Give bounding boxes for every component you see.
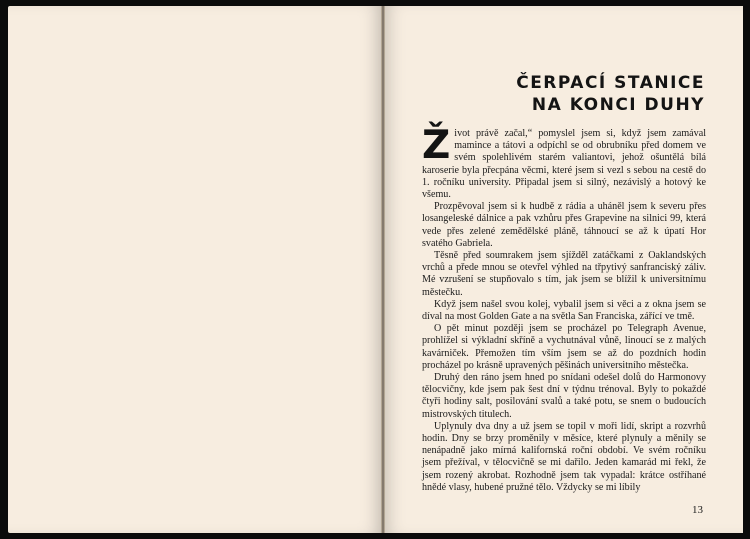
paragraph-5: O pět minut později jsem se procházel po Telegraph Avenue, prohlížel si výkladní skříně a vychutnával vůně, linoucí se z malých kavárniček. Přemožen tím vším jsem se až do pozdních hodin procházel po krásně upravených pěšinách universitního městečka. bbox=[422, 323, 706, 371]
chapter-title-line-1: ČERPACÍ STANICE bbox=[516, 73, 705, 93]
paragraph-4: Když jsem našel svou kolej, vybalil jsem si věci a z okna jsem se díval na most Golden Gate a na světla San Franciska, zářící ve tmě. bbox=[422, 298, 706, 323]
right-page bbox=[385, 6, 743, 533]
chapter-title bbox=[516, 72, 705, 116]
chapter-title-line-2: NA KONCI DUHY bbox=[531, 95, 705, 115]
paragraph-2: Prozpěvoval jsem si k hudbě z rádia a uháněl jsem k severu přes losangeleské dálnice a pak vzhůru přes Grapevine na silnici 99, která vede přes zelené zemědělské pláně, táhnoucí se až k úpatí Hor svatého Gabriela. bbox=[422, 201, 706, 249]
left-page-blank bbox=[8, 6, 381, 533]
paragraph-7: Uplynuly dva dny a už jsem se topil v moři lidí, skript a rozvrhů hodin. Dny se brzy proměnily v měsíce, které plynuly a měnily se nenápadně jako mírná kalifornská roční období. Ve svém ročníku jsem přežíval, v tělocvičně se mi dařilo. Jeden kamarád mi řekl, že jsem rozený akrobat. Rozhodně jsem tak vypadal: krátce ostříhané hnědé vlasy, hubené pružné tělo. Vždycky se mi líbily bbox=[422, 420, 706, 493]
paragraph-6: Druhý den ráno jsem hned po snídani odešel dolů do Harmonovy tělocvičny, kde jsem pak šest dní v týdnu trénoval. Byly to pokaždé čtyři hodiny salt, posilování svalů a také potu, se snem o budoucích mistrovských titulech. bbox=[422, 372, 706, 420]
page-number: 13 bbox=[692, 504, 703, 516]
paragraph-1 bbox=[422, 123, 706, 201]
paragraph-3: Těsně před soumrakem jsem sjížděl zatáčkami z Oaklandských vrchů a přede mnou se otevřel výhled na třpytivý sanfranciský záliv. Mé vzrušení se stupňovalo s tím, jak jsem se blížil k universitnímu městečku. bbox=[422, 250, 706, 298]
paragraph-1-text: ivot právě začal,“ pomyslel jsem si, když jsem zamával mamince a tátovi a odpíchl se od obrubníku před domem ve svém spolehlivém starém valiantovi, jehož ošuntělá bílá karoserie byla přecpána věcmi, které jsem si vezl s sebou na cestě do 1. ročníku university. Připadal jsem si silný, nezávislý a hotový ke všemu. bbox=[422, 128, 706, 201]
drop-cap: Ž bbox=[422, 123, 451, 168]
chapter-body bbox=[422, 123, 706, 494]
